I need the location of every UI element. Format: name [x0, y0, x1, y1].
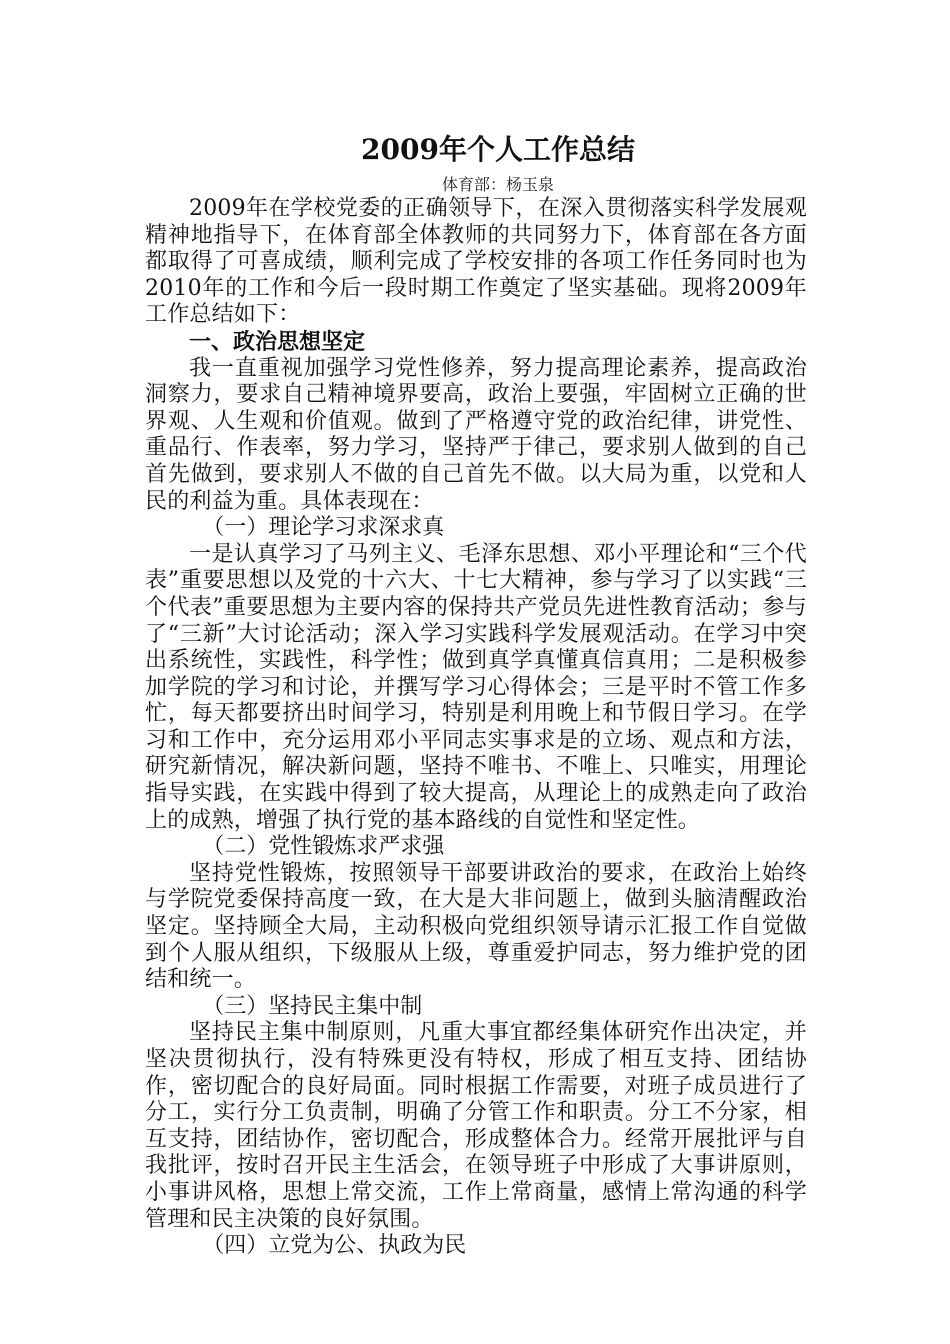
- subsection-heading-democratic-centralism: （三）坚持民主集中制: [202, 993, 423, 1019]
- section-paragraph-politics: 我一直重视加强学习党性修养，努力提高理论素养，提高政治洞察力，要求自己精神境界要高，政治上要强，牢固树立正确的世界观、人生观和价值观。做到了严格遵守党的政治纪律，讲党性、重品行、作表率，努力学习，坚持严于律己，要求别人做到的自己首先做到，要求别人不做的自己首先不做。以大局为重，以党和人民的利益为重。具体表现在：: [145, 355, 807, 514]
- document-body: [145, 128, 807, 1260]
- document-title: 2009年个人工作总结: [361, 133, 635, 166]
- section-heading-politics: 一、政治思想坚定: [189, 328, 366, 355]
- author-line: 体育部：杨玉泉: [441, 175, 554, 194]
- subsection-paragraph-party-spirit: 坚持党性锻炼，按照领导干部要讲政治的要求，在政治上始终与学院党委保持高度一致，在大是大非问题上，做到头脑清醒政治坚定。坚持顾全大局，主动积极向党组织领导请示汇报工作自觉做到个人服从组织，下级服从上级，尊重爱护同志，努力维护党的团结和统一。: [145, 860, 807, 993]
- subsection-paragraph-theory: 一是认真学习了马列主义、毛泽东思想、邓小平理论和“三个代表”重要思想以及党的十六大、十七大精神，参与学习了以实践“三个代表”重要思想为主要内容的保持共产党员先进性教育活动；参与了“三新”大讨论活动；深入学习实践科学发展观活动。在学习中突出系统性，实践性，科学性；做到真学真懂真信真用；二是积极参加学院的学习和讨论，并撰写学习心得体会；三是平时不管工作多忙，每天都要挤出时间学习，特别是利用晚上和节假日学习。在学习和工作中，充分运用邓小平同志实事求是的立场、观点和方法，研究新情况，解决新问题，坚持不唯书、不唯上、只唯实，用理论指导实践，在实践中得到了较大提高，从理论上的成熟走向了政治上的成熟，增强了执行党的基本路线的自觉性和坚定性。: [145, 541, 807, 833]
- subsection-paragraph-democratic-centralism: 坚持民主集中制原则，凡重大事宜都经集体研究作出决定，并坚决贯彻执行，没有特殊更没有特权，形成了相互支持、团结协作，密切配合的良好局面。同时根据工作需要，对班子成员进行了分工，实行分工负责制，明确了分管工作和职责。分工不分家，相互支持，团结协作，密切配合，形成整体合力。经常开展批评与自我批评，按时召开民主生活会，在领导班子中形成了大事讲原则，小事讲风格，思想上常交流，工作上常商量，感情上常沟通的科学管理和民主决策的良好氛围。: [145, 1020, 807, 1232]
- intro-paragraph: 2009年在学校党委的正确领导下，在深入贯彻落实科学发展观精神地指导下，在体育部全体教师的共同努力下，体育部在各方面都取得了可喜成绩，顺利完成了学校安排的各项工作任务同时也为2010年的工作和今后一段时期工作奠定了坚实基础。现将2009年工作总结如下：: [145, 196, 807, 328]
- subsection-heading-theory: （一）理论学习求深求真: [202, 515, 445, 541]
- subsection-heading-serve-people: （四）立党为公、执政为民: [202, 1233, 467, 1259]
- subsection-heading-party-spirit: （二）党性锻炼求严求强: [202, 834, 445, 860]
